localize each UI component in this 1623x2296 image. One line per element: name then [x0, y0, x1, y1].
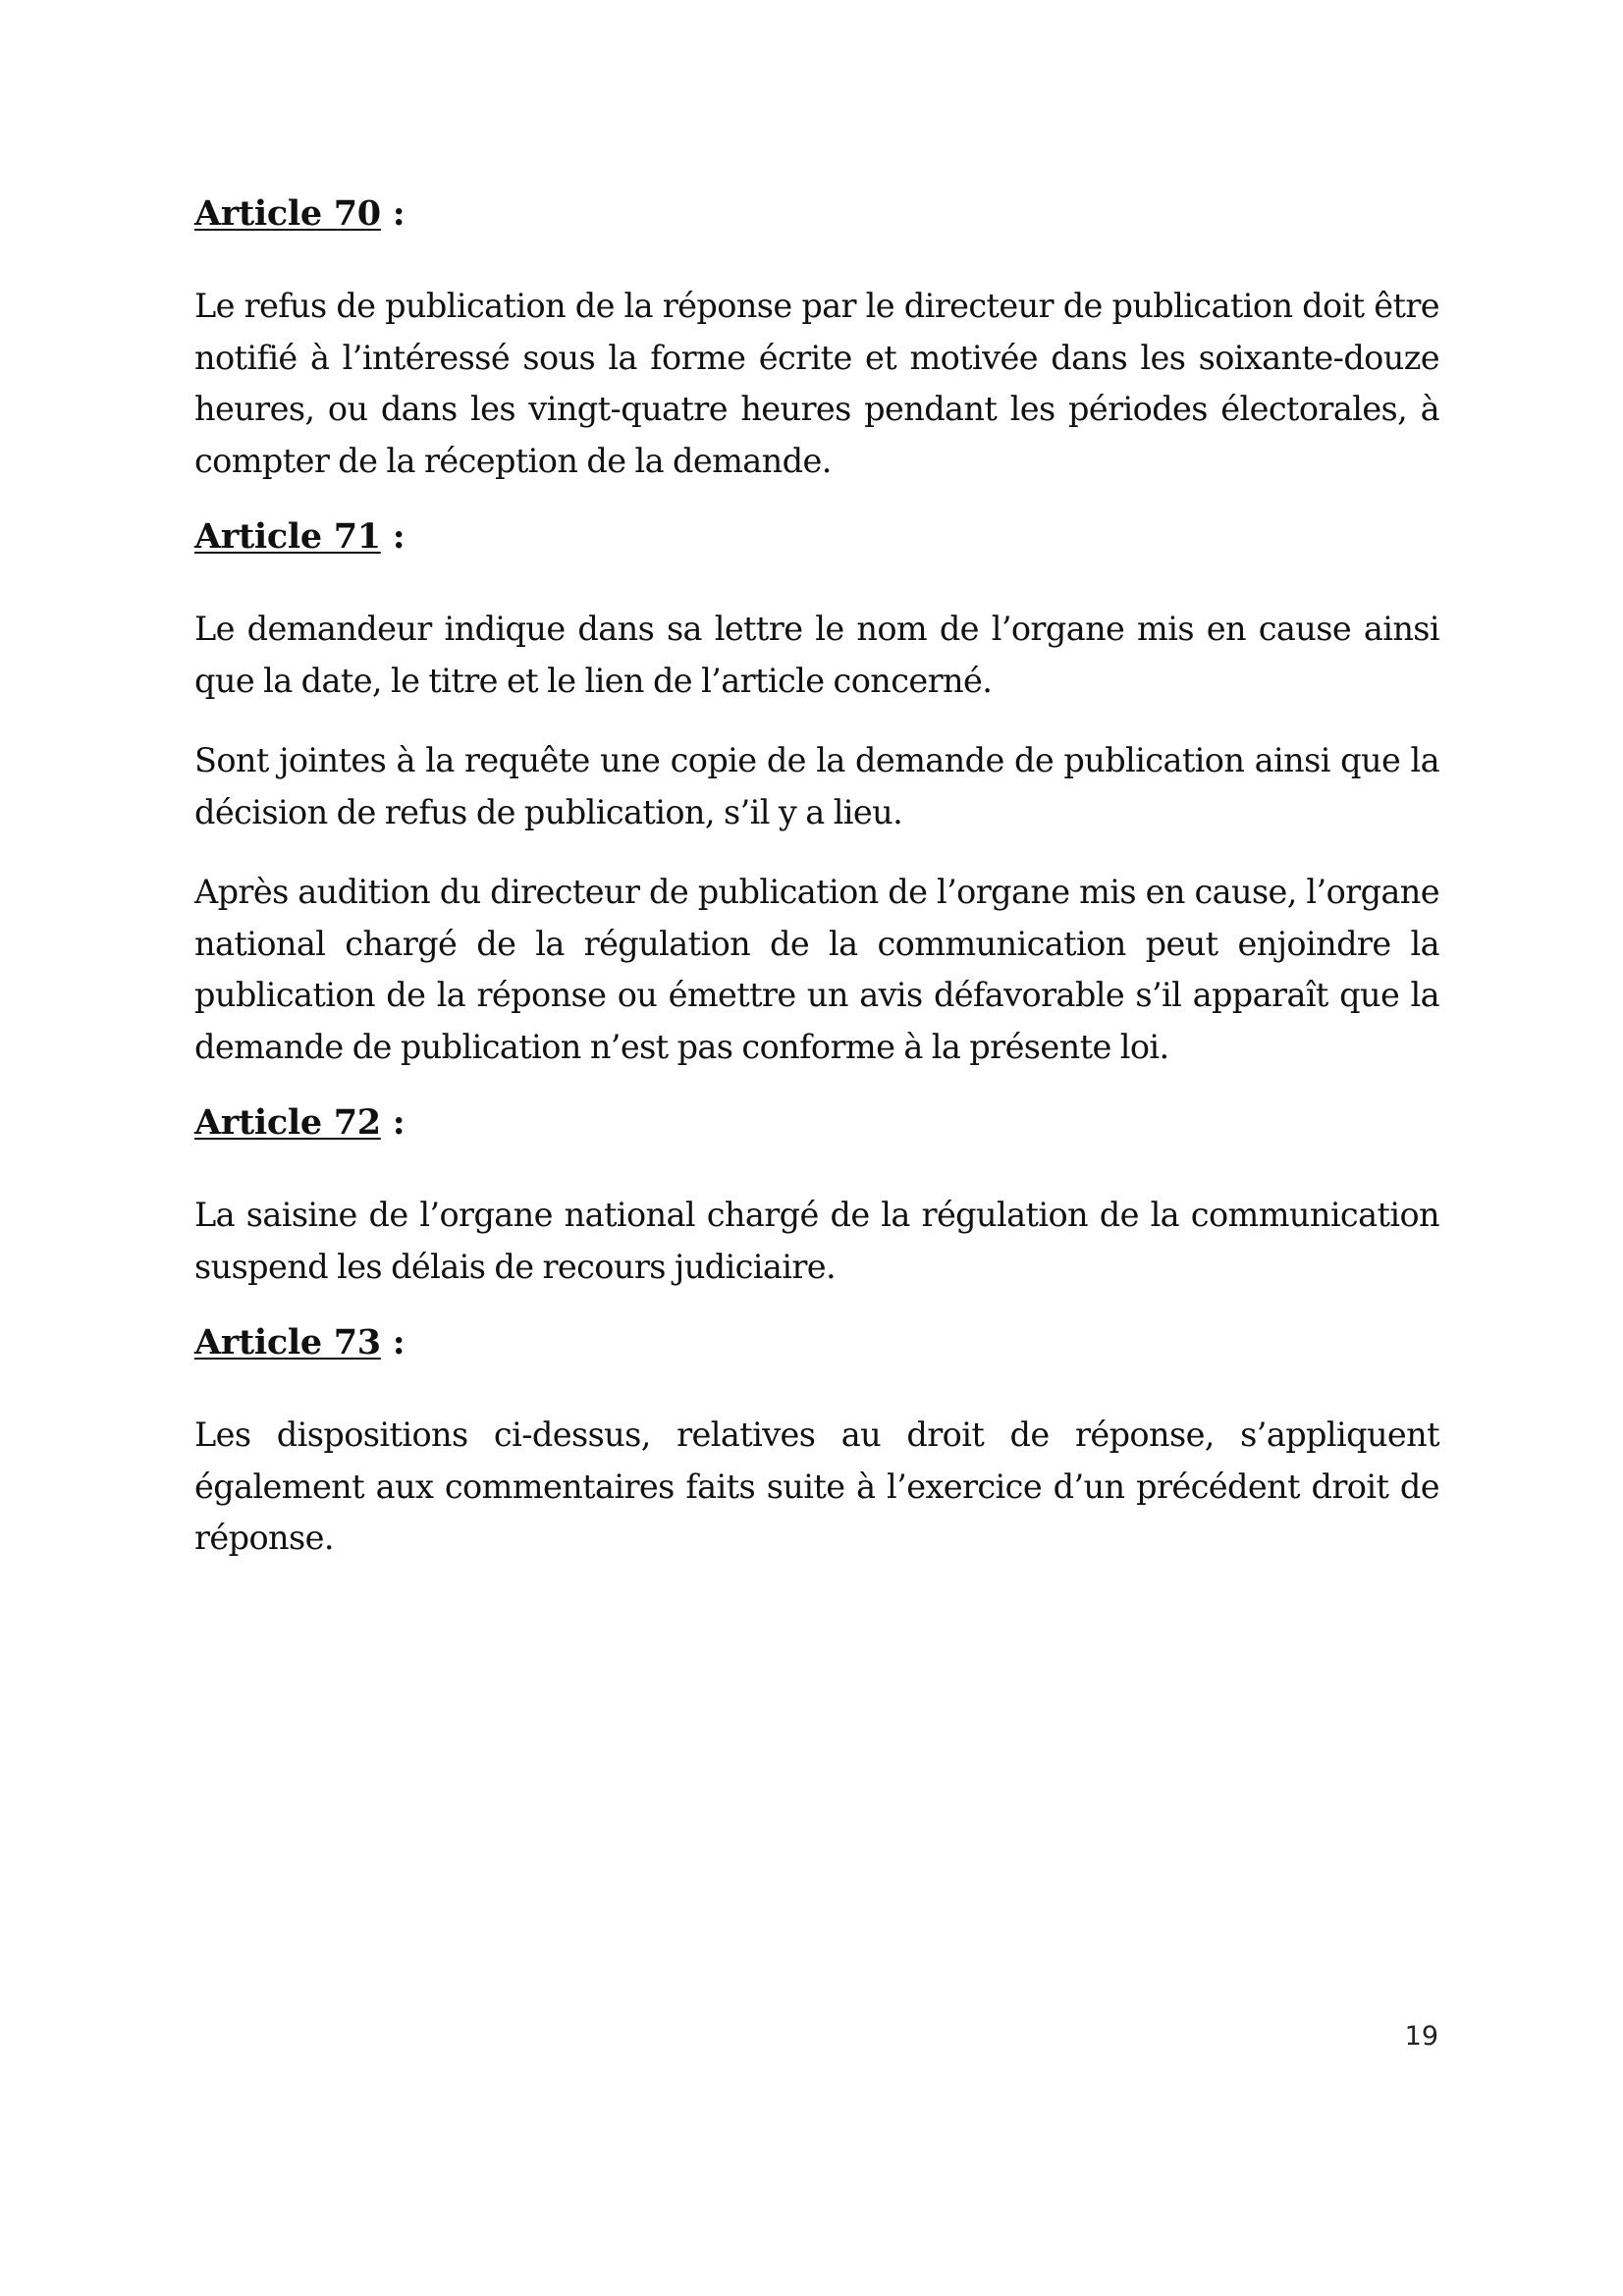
article-heading	[194, 1101, 1439, 1145]
article-73	[194, 1321, 1439, 1565]
article-paragraph: Les dispositions ci-dessus, relatives au droit de réponse, s’appliquent également aux commentaires faits suite à l’exercice d’un précédent droit de réponse.	[194, 1415, 1439, 1557]
article-paragraph: Sont jointes à la requête une copie de la demande de publication ainsi que la décision de refus de publication, s’il y a lieu.	[194, 741, 1439, 831]
article-paragraph: Le demandeur indique dans sa lettre le nom de l’organe mis en cause ainsi que la date, le titre et le lien de l’article concerné.	[194, 610, 1439, 700]
article-colon: :	[380, 516, 406, 557]
article-71	[194, 515, 1439, 1073]
article-colon: :	[380, 1102, 406, 1143]
article-title: Article 70	[194, 193, 381, 234]
article-colon: :	[380, 193, 406, 234]
article-70	[194, 192, 1439, 487]
article-title: Article 73	[194, 1322, 381, 1362]
article-heading	[194, 1321, 1439, 1364]
article-paragraph: Après audition du directeur de publication de l’organe mis en cause, l’organe national chargé de la régulation de la communication peut enjoindre la publication de la réponse ou émettre un avis défavorable s’il apparaît que la demande de publication n’est pas conforme à la présente loi.	[194, 873, 1439, 1066]
document-body	[194, 192, 1439, 1593]
article-paragraph: Le refus de publication de la réponse par le directeur de publication doit être notifié à l’intéressé sous la forme écrite et motivée dans les soixante-douze heures, ou dans les vingt-quatre heures pendant les périodes électorales, à compter de la réception de la demande.	[194, 287, 1439, 480]
article-72	[194, 1101, 1439, 1293]
article-heading	[194, 515, 1439, 559]
article-title: Article 72	[194, 1102, 381, 1143]
article-heading	[194, 192, 1439, 236]
page-number: 19	[1404, 2021, 1438, 2052]
article-colon: :	[380, 1322, 406, 1362]
article-paragraph: La saisine de l’organe national chargé de la régulation de la communication suspend les délais de recours judiciaire.	[194, 1196, 1439, 1286]
article-title: Article 71	[194, 516, 381, 557]
